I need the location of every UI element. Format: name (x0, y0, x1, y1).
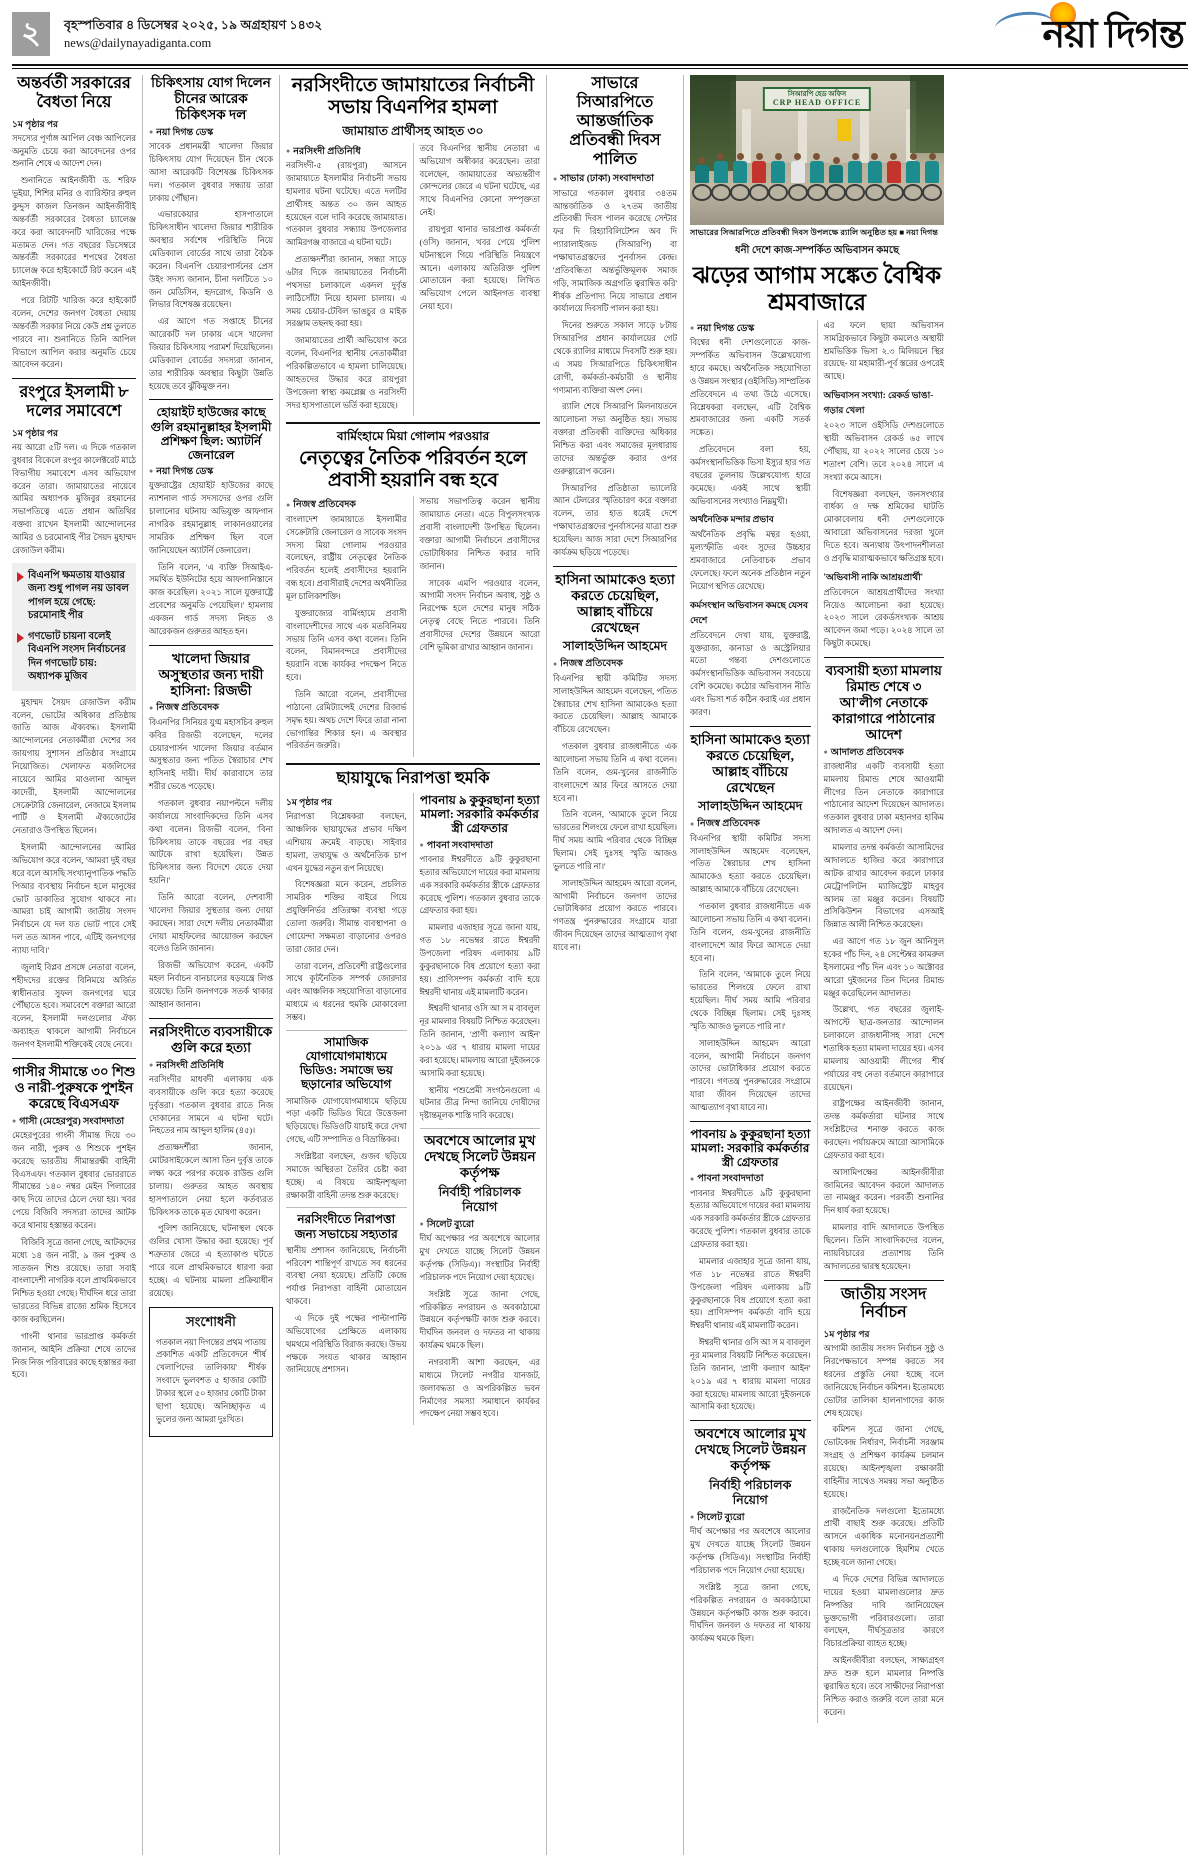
paragraph: তিনি আরো বলেন, দেশবাসী খালেদা জিয়ার সুস্থতার জন্য দোয়া করছেন। সারা দেশে দলীয় নেতাকর্মীরা দোয়া মাহফিলের আয়োজন করছেন বলেও তিনি জানান। (149, 893, 273, 954)
headline-sylhet-authority[interactable]: অবশেষে আলোর মুখ দেখছে সিলেট উন্নয়ন কর্তৃপক্ষ (423, 1133, 536, 1180)
triangle-bullet-icon (17, 633, 24, 643)
headline-narsingdi-attack[interactable]: নরসিংদীতে জামায়াতের নির্বাচনী সভায় বিএনপির হামলা (291, 75, 535, 119)
subhead: কর্মসংস্থান অভিবাসন কমছে যেসব দেশে (690, 599, 808, 625)
byline: ● নিজস্ব প্রতিবেদক (690, 818, 811, 830)
headline-global-labour-market[interactable]: ঝড়ের আগাম সঙ্কেত বৈশ্বিক শ্রমবাজারে (692, 262, 942, 315)
paragraph: সিআরপির প্রতিষ্ঠাতা ভ্যালেরি অ্যান টেলরের স্মৃতিচারণ করে বক্তারা বলেন, তার হাত ধরেই দেশে পক্ষাঘাতগ্রস্তদের পুনর্বাসনের যাত্রা শুরু হয়েছিল। আজ সারা দেশে সিআরপির কার্যক্রম ছড়িয়ে পড়েছে। (553, 483, 677, 557)
bullet-text: বিএনপি ক্ষমতায় যাওয়ার জন্য শুধু পাগল নয় ডাবল পাগল হয়ে গেছে: চরমোনাই পীর (28, 569, 129, 622)
subhead: অর্থনৈতিক মন্দার প্রভাব (690, 514, 774, 525)
continuation-note: ১ম পৃষ্ঠার পর (12, 427, 58, 438)
photo-signboard (763, 87, 871, 111)
paragraph: সংশ্লিষ্টরা বলছেন, গুজব ছড়িয়ে সমাজে অস্থিরতা তৈরির চেষ্টা করা হচ্ছে। এ বিষয়ে আইনশৃঙ্খলা রক্ষাকারী বাহিনী তদন্ত শুরু করেছে। (286, 1151, 407, 1200)
paragraph: যুক্তরাজ্যের বার্মিংহামে প্রবাসী বাংলাদেশীদের সাথে এক মতবিনিময় সভায় তিনি এসব কথা বলেন। তিনি বলেন, বিমানবন্দরে প্রবাসীদের হয়রানি বন্ধে কার্যকর পদক্ষেপ নিতে হবে। (286, 608, 407, 683)
headline-narsingdi-murder[interactable]: নরসিংদীতে ব্যবসায়ীকে গুলি করে হত্যা (149, 1023, 273, 1055)
paragraph: সদস্যের পূর্ণাঙ্গ আপিল বেঞ্চ আপিলের অনুমতি চেয়ে করা আবেদনের ওপর শুনানি শেষে এ আদেশ দেন। (12, 133, 136, 169)
subheadline-injured: জামায়াত প্রার্থীসহ আহত ৩০ (342, 123, 484, 138)
bullet-item (17, 630, 131, 684)
paragraph: বিশ্বের ধনী দেশগুলোতে কাজ-সম্পর্কিত অভিবাসন উল্লেখযোগ্য হারে কমছে। অর্থনৈতিক সহযোগিতা ও উন্নয়ন সংস্থার (ওইসিডি) সাম্প্রতিক প্রতিবেদনে এ তথ্য উঠে এসেছে। বিশ্লেষকরা বলছেন, এটি বৈশ্বিক শ্রমবাজারের জন্য একটি সতর্ক সঙ্কেত। (690, 338, 811, 438)
photo-person (809, 153, 824, 201)
paragraph: সাবেক এমপি পরওয়ার বলেন, আগামী সংসদ নির্বাচন অবাধ, সুষ্ঠু ও নিরপেক্ষ হলে দেশের মানুষ সঠিক নেতৃত্ব বেছে নিতে পারবে। তিনি প্রবাসীদের দেশের উন্নয়নে আরো বেশি ভূমিকা রাখার আহ্বান জানান। (419, 578, 540, 652)
headline-hasina-kill-attempt[interactable]: হাসিনা আমাকেও হত্যা করতে চেয়েছিল, আল্লাহ বাঁচিয়ে রেখেছেন (555, 571, 675, 635)
paragraph: নয় আরো ৫টি দল। এ দিকে গতকাল বুধবার বিকেলে রংপুর কালেক্টরেট মাঠে বিভাগীয় সমাবেশে এসব অভিযোগ করেন তারা। জামায়াতের নায়েবে আমির অধ্যাপক মুজিবুর রহমানের সভাপতিত্বে এতে প্রধান অতিথির বক্তব্য রাখেন ইসলামী আন্দোলনের আমির ও চরমোনাই পীর সৈয়দ মুহাম্মদ রেজাউল করীম। (12, 442, 136, 555)
paragraph: তারা বলেন, প্রতিবেশী রাষ্ট্রগুলোর সাথে কূটনৈতিক সম্পর্ক জোরদার এবং আঞ্চলিক সহযোগিতা বাড়ানোর মাধ্যমে এ ধরনের হুমকি মোকাবেলা সম্ভব। (286, 961, 407, 1023)
byline: ● নিজস্ব প্রতিবেদক (149, 702, 273, 714)
paragraph: রাজধানীর একটি ব্যবসায়ী হত্যা মামলায় রিমান্ড শেষে আওয়ামী লীগের তিন নেতাকে কারাগারে পাঠানোর আদেশ দিয়েছেন আদালত। গতকাল বুধবার ঢাকা মহানগর হাকিম আদালত এ আদেশ দেন। (823, 761, 944, 836)
kicker-rich-countries: ধনী দেশে কাজ-সম্পর্কিত অভিবাসন কমছে (734, 244, 900, 256)
correction-box (149, 1307, 273, 1437)
paragraph: পুলিশ জানিয়েছে, ঘটনাস্থল থেকে গুলির খোসা উদ্ধার করা হয়েছে। পূর্ব শত্রুতার জেরে এ হত্যাকাণ্ড ঘটতে পারে বলে প্রাথমিকভাবে ধারণা করা হচ্ছে। এ ঘটনায় মামলা প্রক্রিয়াধীন রয়েছে। (149, 1224, 273, 1298)
paragraph: প্রত্যক্ষদর্শীরা জানান, সন্ধ্যা সাড়ে ৬টার দিকে জামায়াতের নির্বাচনী পথসভা চলাকালে একদল দুর্বৃত্ত লাঠিসোঁটা নিয়ে হামলা চালায়। এ সময় চেয়ার-টেবিল ভাঙচুর ও মাইক সরঞ্জাম তছনছ করা হয়। (286, 255, 407, 329)
paragraph: গতকাল বুধবার রাজধানীতে এক আলোচনা সভায় তিনি এ কথা বলেন। তিনি বলেন, গুম-খুনের রাজনীতি বাংলাদেশে আর ফিরে আসতে দেয়া হবে না। (553, 742, 677, 803)
photo-person (886, 153, 901, 201)
byline: ● নিজস্ব প্রতিবেদক (286, 499, 407, 511)
signboard-english-text: CRP HEAD OFFICE (772, 97, 862, 107)
headline-expat-harassment[interactable]: নেতৃত্বের নৈতিক পরিবর্তন হলে প্রবাসী হয়রানি বন্ধ হবে (299, 447, 527, 492)
photo-person (733, 153, 748, 201)
divider (690, 1121, 811, 1122)
paragraph: সাভারে গতকাল বুধবার ৩৪তম আন্তর্জাতিক ও ২৭তম জাতীয় প্রতিবন্ধী দিবস পালন করেছে সেন্টার ফর দি রিহ্যাবিলিটেশন অব দি প্যারালাইজড (সিআরপি) বা পক্ষাঘাতগ্রস্তদের পুনর্বাসন কেন্দ্র। 'প্রতিবন্ধিতা অন্তর্ভুক্তিমূলক সমাজ গড়ি, সামাজিক অগ্রগতি ত্বরান্বিত করি' শীর্ষক প্রতিপাদ্য নিয়ে সাভারে প্রধান কার্যালয়ে দিবসটি পালন করা হয়। (553, 188, 677, 314)
paragraph: সালাহউদ্দিন আহমেদ আরো বলেন, আগামী নির্বাচনে জনগণ তাদের ভোটাধিকার প্রয়োগ করতে পারবে। গণতন্ত্র পুনরুদ্ধারের সংগ্রামে যারা জীবন দিয়েছেন তাদের আত্মত্যাগ বৃথা যাবে না। (690, 1038, 811, 1112)
subheadline-sylhet: নির্বাহী পরিচালক নিয়োগ (438, 1184, 521, 1214)
headline-rangpur-rally[interactable]: রংপুরে ইসলামী ৮ দলের সমাবেশে (19, 384, 129, 421)
divider (149, 645, 273, 646)
divider (824, 1280, 945, 1281)
paragraph: পাবনার ঈশ্বরদীতে ৯টি কুকুরছানা হত্যার অভিযোগে দায়ের করা মামলায় এক সরকারি কর্মকর্তার স্ত্রীকে গ্রেফতার করেছে পুলিশ। গতকাল বুধবার তাকে গ্রেফতার করা হয়। (419, 854, 540, 916)
photo-person (829, 157, 844, 201)
pullquote-box (12, 563, 136, 691)
paragraph: জামায়াতের প্রার্থী অভিযোগ করে বলেন, বিএনপির স্থানীয় নেতাকর্মীরা পরিকল্পিতভাবে এ হামলা চালিয়েছে। আহতদের উদ্ধার করে রায়পুরা উপজেলা স্বাস্থ্য কমপ্লেক্স ও নরসিংদী সদর হাসপাতালে ভর্তি করা হয়েছে। (286, 336, 407, 410)
paragraph: বিএনপির সিনিয়র যুগ্ম মহাসচিব রুহুল কবির রিজভী বলেছেন, দলের চেয়ারপার্সন খালেদা জিয়ার বর্তমান অসুস্থতার জন্য পতিত স্বৈরাচার শেখ হাসিনাই দায়ী। দীর্ঘ কারাবাসে তার শরীর ভেঙে পড়েছে। (149, 717, 273, 792)
paragraph: আগামী জাতীয় সংসদ নির্বাচন সুষ্ঠু ও নিরপেক্ষভাবে সম্পন্ন করতে সব ধরনের প্রস্তুতি নেয়া হচ্ছে বলে জানিয়েছে নির্বাচন কমিশন। ইতোমধ্যে ভোটার তালিকা হালনাগাদের কাজ শেষ হয়েছে। (823, 1344, 944, 1418)
paragraph: সালাহউদ্দিন আহমেদ আরো বলেন, আগামী নির্বাচনে জনগণ তাদের ভোটাধিকার প্রয়োগ করতে পারবে। গণতন্ত্র পুনরুদ্ধারের সংগ্রামে যারা জীবন দিয়েছেন তাদের আত্মত্যাগ বৃথা যাবে না। (553, 878, 677, 952)
headline-pabna-dogs[interactable]: পাবনায় ৯ কুকুরছানা হত্যা মামলা: সরকারি কর্মকর্তার স্ত্রী গ্রেফতার (419, 793, 540, 836)
divider (149, 1018, 273, 1019)
masthead (12, 0, 1188, 62)
paragraph: রাজনৈতিক দলগুলো ইতোমধ্যে প্রার্থী বাছাই শুরু করেছে। প্রতিটি আসনে একাধিক মনোনয়নপ্রত্যাশী থাকায় দলগুলোকে হিমশিম খেতে হচ্ছে বলে জানা গেছে। (823, 1506, 944, 1568)
subheadline-salahuddin: সালাহউদ্দিন আহমেদ (562, 639, 668, 654)
divider (286, 1207, 407, 1208)
paragraph: রিজভী অভিযোগ করেন, একটি মহল নির্বাচন বানচালের ষড়যন্ত্রে লিপ্ত রয়েছে। তিনি জনগণকে সতর্ক থাকার আহ্বান জানান। (149, 961, 273, 1009)
byline: ● গাসী (মেহেরপুর) সংবাদদাতা (12, 1116, 136, 1128)
paragraph: উল্লেখ্য, গত বছরের জুলাই-আগস্টে ছাত্র-জনতার আন্দোলন চলাকালে রাজধানীসহ সারা দেশে শতাধিক হত্যা মামলা দায়ের হয়। এসব মামলায় আওয়ামী লীগের শীর্ষ পর্যায়ের বহু নেতা বর্তমানে কারাগারে রয়েছেন। (823, 1005, 944, 1092)
headline-chinese-doctors[interactable]: চিকিৎসায় যোগ দিলেন চীনের আরেক চিকিৎসক দল (151, 75, 271, 122)
paragraph: এর আগে গত সপ্তাহে চীনের আরেকটি দল ঢাকায় এসে খালেদা জিয়ার চিকিৎসায় পরামর্শ দিয়েছিলেন। মেডিক্যাল বোর্ডের সদস্যরা জানান, তার শারীরিক অবস্থার কিছুটা উন্নতি হয়েছে তবে ঝুঁকিমুক্ত নন। (149, 317, 273, 391)
byline: ● আদালত প্রতিবেদক (824, 747, 945, 759)
paragraph: শুনানিতে আইনজীবী ড. শরিফ ভূইয়া, শিশির মনির ও ব্যারিস্টার রুহুল কুদ্দুস কাজল তিনজন আইনজীবীই অন্তর্বর্তী সরকারের বৈধতা চ্যালেঞ্জ করে করা আবেদনটি খারিজের পক্ষে মতামত দেন। গত বছরের ডিসেম্বরে অন্তর্বর্তী সরকারের শপথের বৈধতা চ্যালেঞ্জ করে হাইকোর্টে রিট করেন এই আইনজীবী। (12, 176, 136, 289)
paragraph: পরে রিটটি খারিজ করে হাইকোর্ট বলেন, দেশের জনগণ বৈধতা দেয়ায় অন্তর্বর্তী সরকার নিয়ে কেউ প্রশ্ন তুলতে পারবে না। শুনানিতে তিনি আপিল বিভাগে আপিল করার অনুমতি চেয়ে আবেদন করেন। (12, 296, 136, 370)
column-divider (413, 143, 414, 417)
page-number: ২ (12, 12, 50, 56)
photo-person (771, 153, 786, 201)
paragraph: তিনি বলেন, 'আমাকে তুলে নিয়ে ভারতের শিলংয়ে ফেলে রাখা হয়েছিল। দীর্ঘ সময় আমি পরিবার থেকে বিচ্ছিন্ন ছিলাম। সেই দুঃসহ স্মৃতি আজও ভুলতে পারি না।' (553, 810, 677, 871)
byline: ● নয়া দিগন্ত ডেস্ক (149, 127, 273, 139)
photo-person (925, 153, 940, 201)
subheadline-sylhet-2: নির্বাহী পরিচালক নিয়োগ (709, 1478, 792, 1507)
paragraph: বিএনপির স্থায়ী কমিটির সদস্য সালাহউদ্দিন আহমেদ বলেছেন, পতিত স্বৈরাচার শেখ হাসিনা আমাকেও হত্যা করতে চেয়েছিল। আল্লাহ আমাকে বাঁচিয়ে রেখেছেন। (553, 673, 677, 735)
photo-crp-rally (690, 75, 944, 225)
photo-credit: নয়া দিগন্ত (906, 228, 939, 237)
logo-text: নয়া দিগন্ত (1042, 14, 1184, 56)
paragraph: কমিশন সূত্রে জানা গেছে, ভোটকেন্দ্র নির্ধারণ, নির্বাচনী সরঞ্জাম সংগ্রহ ও প্রশিক্ষণ কার্যক্রম চলমান রয়েছে। আইনশৃঙ্খলা রক্ষাকারী বাহিনীর সাথেও সমন্বয় সভা অনুষ্ঠিত হয়েছে। (823, 1425, 944, 1499)
paragraph: ঈশ্বরদী থানার ওসি আ স ম বাবলুল নূর মামলার বিষয়টি নিশ্চিত করেছেন। তিনি জানান, 'প্রাণী কল্যাণ আইন' ২০১৯ এর ৭ ধারায় মামলা দায়ের করা হয়েছে। মামলায় আরো দুইজনকে আসামি করা হয়েছে। (690, 1338, 811, 1412)
continuation-note: ১ম পৃষ্ঠার পর (12, 118, 58, 129)
kicker-birmingham: বার্মিংহামে মিয়া গোলাম পরওয়ার (336, 429, 490, 444)
subhead: 'অভিবাসী নাকি আশ্রয়প্রার্থী' (823, 571, 924, 582)
headline-awami-leaders-jail[interactable]: ব্যবসায়ী হত্যা মামলায় রিমান্ড শেষে ৩ আ'লীগ নেতাকে কারাগারে পাঠানোর আদেশ (825, 662, 942, 742)
paragraph: প্রত্যক্ষদর্শীরা জানান, মোটরসাইকেলে আসা তিন দুর্বৃত্ত তাকে লক্ষ্য করে পরপর কয়েক রাউন্ড গুলি চালায়। গুরুতর আহত অবস্থায় হাসপাতালে নেয়া হলে কর্তব্যরত চিকিৎসক তাকে মৃত ঘোষণা করেন। (149, 1143, 273, 1217)
paragraph: প্রতিবেদনে বলা হয়, কর্মসংস্থানভিত্তিক ভিসা ইস্যুর হার গত বছরের তুলনায় উল্লেখযোগ্য হারে কমেছে। একই সাথে স্থায়ী অভিবাসনের সংখ্যাও নিম্নমুখী। (690, 445, 811, 506)
byline: ● নয়া দিগন্ত ডেস্ক (690, 323, 811, 335)
paragraph: পাবনার ঈশ্বরদীতে ৯টি কুকুরছানা হত্যার অভিযোগে দায়ের করা মামলায় এক সরকারি কর্মকর্তার স্ত্রীকে গ্রেফতার করেছে পুলিশ। গতকাল বুধবার তাকে গ্রেফতার করা হয়। (690, 1188, 811, 1250)
paragraph: রায়পুরা থানার ভারপ্রাপ্ত কর্মকর্তা (ওসি) জানান, খবর পেয়ে পুলিশ ঘটনাস্থলে গিয়ে পরিস্থিতি নিয়ন্ত্রণে আনে। এলাকায় অতিরিক্ত পুলিশ মোতায়েন করা হয়েছে। লিখিত অভিযোগ পেলে আইনগত ব্যবস্থা নেয়া হবে। (419, 224, 540, 312)
photo-caption (690, 228, 944, 239)
divider (12, 1058, 136, 1059)
column-divider (546, 75, 547, 1855)
column-divider (413, 496, 414, 757)
masthead-rule-secondary (12, 68, 1188, 69)
photo-person (694, 157, 709, 201)
paragraph: তিনি বলেন, 'আমাকে তুলে নিয়ে ভারতের শিলংয়ে ফেলে রাখা হয়েছিল। দীর্ঘ সময় আমি পরিবার থেকে বিচ্ছিন্ন ছিলাম। সেই দুঃসহ স্মৃতি আজও ভুলতে পারি না।' (690, 970, 811, 1031)
byline: ● সাভার (ঢাকা) সংবাদদাতা (553, 173, 677, 185)
photo-person (790, 153, 805, 201)
paragraph: নগরবাসী আশা করছেন, এর মাধ্যমে সিলেট নগরীর যানজট, জলাবদ্ধতা ও অপরিকল্পিত ভবন নির্মাণের সমস্যা সমাধানে কার্যকর পদক্ষেপ নেয়া সম্ভব হবে। (419, 1357, 540, 1419)
byline: ● নয়া দিগন্ত ডেস্ক (149, 466, 273, 478)
photo-person (713, 153, 728, 201)
headline-interim-govt[interactable]: অন্তর্বর্তী সরকারের বৈধতা নিয়ে (17, 75, 131, 111)
paragraph: দীর্ঘ অপেক্ষার পর অবশেষে আলোর মুখ দেখতে যাচ্ছে সিলেট উন্নয়ন কর্তৃপক্ষ (সিডিএ)। সংস্থাটির নির্বাহী পরিচালক পদে নিয়োগ দেয়া হয়েছে। (690, 1527, 811, 1575)
byline: ● সিলেট ব্যুরো (690, 1512, 811, 1524)
photo-person (752, 153, 767, 201)
masthead-email: news@dailynayadiganta.com (64, 36, 212, 50)
photo-person (867, 153, 882, 201)
paragraph: ইসলামী আন্দোলনের আমির অভিযোগ করে বলেন, 'আমরা দুই বছর ধরে বলে আসছি সংখ্যানুপাতিক পদ্ধতি পিআর ব্যবস্থায় নির্বাচন হলে মানুষের ভোট ডাকাতির সুযোগ থাকবে না। আমরা চাই আগামী জাতীয় সংসদ নির্বাচনে যে দল যত ভোট পাবে সেই দল তত আসন পাবে, এটিই জনগণের ন্যায্য দাবি।' (12, 843, 136, 956)
paragraph: আইনজীবীরা বলছেন, সাক্ষ্যগ্রহণ দ্রুত শুরু হলে মামলার নিষ্পত্তি ত্বরান্বিত হবে। তবে সাক্ষীদের নিরাপত্তা নিশ্চিত করাও জরুরি বলে তারা মনে করেন। (823, 1656, 944, 1717)
divider (12, 378, 136, 379)
headline-social-video[interactable]: সামাজিক যোগাযোগমাধ্যমে ভিডিও: সমাজে ভয় ছড়ানোর অভিযোগ (299, 1034, 393, 1092)
paragraph: সামাজিক যোগাযোগমাধ্যমে ছড়িয়ে পড়া একটি ভিডিও ঘিরে উত্তেজনা ছড়িয়েছে। ভিডিওটি যাচাই করে দেখা গেছে, এটি সম্পাদিত ও বিভ্রান্তিকর। (286, 1096, 407, 1145)
headline-white-house-shooting[interactable]: হোয়াইট হাউজের কাছে গুলি রহমানুল্লাহর ইসলামী প্রশিক্ষণ ছিল: অ্যাটর্নি জেনারেল (150, 405, 272, 462)
byline: ● পাবনা সংবাদদাতা (420, 840, 541, 852)
headline-sylhet-authority-2[interactable]: অবশেষে আলোর মুখ দেখছে সিলেট উন্নয়ন কর্তৃপক্ষ (694, 1426, 807, 1474)
headline-crp-disability-day[interactable]: সাভারে সিআরপিতে আন্তর্জাতিক প্রতিবন্ধী দিবস পালিত (569, 75, 661, 168)
continuation-note: ১ম পৃষ্ঠার পর (823, 1329, 870, 1340)
divider (286, 763, 540, 765)
paragraph: এভারকেয়ার হাসপাতালে চিকিৎসাধীন খালেদা জিয়ার শারীরিক অবস্থার সর্বশেষ পরিস্থিতি নিয়ে মেডিক্যাল বোর্ডের সাথে তারা বৈঠক করেন। বিএনপি চেয়ারপার্সনের প্রেস উইং সদস্য জানান, চীনা দলটিতে ১০ জন মেডিসিন, হৃদরোগ, কিডনি ও লিভার বিশেষজ্ঞ রয়েছেন। (149, 210, 273, 310)
triangle-bullet-icon (17, 572, 24, 582)
paragraph: বিজিবি সূত্রে জানা গেছে, আটকদের মধ্যে ১৪ জন নারী, ৯ জন পুরুষ ও সাতজন শিশু রয়েছে। তারা সবাই বাংলাদেশী নাগরিক বলে প্রাথমিকভাবে নিশ্চিত হওয়া গেছে। দীর্ঘদিন ধরে তারা ভারতের বিভিন্ন রাজ্যে শ্রমিক হিসেবে কাজ করছিলেন। (12, 1237, 136, 1325)
headline-pabna-dogs-2[interactable]: পাবনায় ৯ কুকুরছানা হত্যা মামলা: সরকারি কর্মকর্তার স্ত্রী গ্রেফতার (690, 1126, 811, 1170)
divider (420, 1128, 541, 1129)
column-divider (279, 75, 280, 1855)
signboard-bengali-text: সিআরপি হেড অফিস (787, 90, 847, 98)
paragraph: মেহেরপুরের গাংনী সীমান্ত দিয়ে ৩০ জন নারী, পুরুষ ও শিশুকে পুশইন করেছে ভারতীয় সীমান্তরক্ষী বাহিনী বিএসএফ। গতকাল বুধবার ভোররাতে সীমান্তের ১৪০ নম্বর মেইন পিলারের কাছ দিয়ে তাদের ঠেলে দেয়া হয়। খবর পেয়ে বিজিবি সদস্যরা তাদের আটক করে থানায় হস্তান্তর করেন। (12, 1131, 136, 1231)
paragraph: এর ফলে ছায়া অভিবাসন সামগ্রিকভাবে কিছুটা কমলেও অস্থায়ী শ্রমভিত্তিক ভিসা ২.৩ মিলিয়নে স্থির রয়েছে- যা মহামারী-পূর্ব স্তরের ওপরেই আছে। (823, 320, 944, 382)
paragraph: স্থানীয় প্রশাসন জানিয়েছে, নির্বাচনী পরিবেশ শান্তিপূর্ণ রাখতে সব ধরনের ব্যবস্থা নেয়া হয়েছে। প্রতিটি কেন্দ্রে পর্যাপ্ত নিরাপত্তা বাহিনী মোতায়েন থাকবে। (286, 1245, 407, 1307)
paragraph: দীর্ঘ অপেক্ষার পর অবশেষে আলোর মুখ দেখতে যাচ্ছে সিলেট উন্নয়ন কর্তৃপক্ষ (সিডিএ)। সংস্থাটির নির্বাহী পরিচালক পদে নিয়োগ দেয়া হয়েছে। (419, 1234, 540, 1282)
column-3-4-lead (286, 75, 540, 1855)
caption-separator: ■ (899, 228, 907, 237)
paragraph: অর্থনৈতিক প্রবৃদ্ধি মন্থর হওয়া, মূল্যস্ফীতি এবং সুদের উচ্চহার শ্রমবাজারে নেতিবাচক প্রভাব ফেলেছে। ফলে অনেক প্রতিষ্ঠান নতুন নিয়োগ স্থগিত রেখেছে। (690, 530, 811, 591)
paragraph: মুহাম্মদ সৈয়দ রেজাউল করীম বলেন, ভোটের অধিকার প্রতিষ্ঠায় জাতি আজ ঐক্যবদ্ধ। ইসলামী আন্দোলনের নেতাকর্মীরা দেশের সব জায়গায় সুশাসন প্রতিষ্ঠার সংগ্রামে নিয়োজিত। খেলাফত মজলিসের নায়েবে আমির মাওলানা আব্দুল কাদেরী, ইসলামী আন্দোলনের সেক্রেটারি জেনারেল, নেজামে ইসলাম পার্টি ও ইসলামী ঐক্যজোটের নেতারাও উপস্থিত ছিলেন। (12, 697, 136, 836)
byline: ● পাবনা সংবাদদাতা (690, 1173, 811, 1185)
bullet-item (17, 569, 131, 623)
headline-narsingdi-security[interactable]: নরসিংদীতে নিরাপত্তা জন্য সভাচেয় সহ্যতার (294, 1212, 398, 1241)
paragraph: ২০২৩ সালে ওইসিডি দেশগুলোতে স্থায়ী অভিবাসন রেকর্ড ৬৫ লাখে পৌঁছায়, যা ২০২২ সালের চেয়ে ১০ শতাংশ বেশি। তবে ২০২৪ সালে এ সংখ্যা কমে আসে। (823, 421, 944, 482)
column-divider (142, 75, 143, 1855)
divider (690, 1420, 811, 1421)
headline-border-pushin[interactable]: গাসীর সীমান্তে ৩০ শিশু ও নারী-পুরুষকে পুশইন করেছে বিএসএফ (12, 1063, 136, 1111)
paragraph: তবে বিএনপির স্থানীয় নেতারা এ অভিযোগ অস্বীকার করেছেন। তারা বলেছেন, জামায়াতের অভ্যন্তরীণ কোন্দলের জেরে এ ঘটনা ঘটেছে, এর সাথে বিএনপির কোনো সম্পৃক্ততা নেই। (419, 143, 540, 218)
paragraph: নিরাপত্তা বিশ্লেষকরা বলছেন, আঞ্চলিক ছায়াযুদ্ধের প্রভাব দক্ষিণ এশিয়ায় ক্রমেই বাড়ছে। সাইবার হামলা, তথ্যযুদ্ধ ও অর্থনৈতিক চাপ এখন যুদ্ধের নতুন রূপ নিয়েছে। (286, 812, 407, 873)
divider (690, 726, 811, 727)
column-divider (413, 793, 414, 1425)
masthead-date: বৃহস্পতিবার ৪ ডিসেম্বর ২০২৫, ১৯ অগ্রহায়ণ ১৪৩২ (64, 17, 323, 32)
paragraph: বিএনপির স্থায়ী কমিটির সদস্য সালাহউদ্দিন আহমেদ বলেছেন, পতিত স্বৈরাচার শেখ হাসিনা আমাকেও হত্যা করতে চেয়েছিল। আল্লাহ আমাকে বাঁচিয়ে রেখেছেন। (690, 833, 811, 895)
paragraph: মামলার তদন্ত কর্মকর্তা আসামিদের আদালতে হাজির করে কারাগারে আটক রাখার আবেদন করলে ঢাকার মেট্রোপলিটন ম্যাজিস্ট্রেট মাহবুব আলম তা মঞ্জুর করেন। বিষয়টি প্রসিকিউশন বিভাগের এসআই জিন্নাত আলী নিশ্চিত করেছেন। (823, 843, 944, 930)
byline: ● নরসিংদী প্রতিনিধি (286, 146, 407, 158)
paragraph: রাষ্ট্রপক্ষের আইনজীবী জানান, তদন্ত কর্মকর্তারা ঘটনার সাথে সংশ্লিষ্টদের শনাক্ত করতে কাজ করছেন। পর্যায়ক্রমে আরো আসামিকে গ্রেফতার করা হবে। (823, 1099, 944, 1160)
paragraph: তিনি আরো বলেন, প্রবাসীদের পাঠানো রেমিট্যান্সেই দেশের রিজার্ভ সমৃদ্ধ হয়। অথচ দেশে ফিরে তারা নানা ভোগান্তির শিকার হন। এ অবস্থার পরিবর্তন জরুরি। (286, 689, 407, 751)
correction-title: সংশোধনী (186, 1313, 236, 1329)
masthead-meta (64, 16, 322, 52)
headline-khaleda-illness[interactable]: খালেদা জিয়ার অসুস্থতার জন্য দায়ী হাসিনা: রিজভী (158, 650, 264, 698)
subhead: অভিবাসন সংখ্যা: রেকর্ড ভাঙা-গড়ার খেলা (823, 390, 934, 416)
byline: ● সিলেট ব্যুরো (420, 1219, 541, 1231)
correction-text: গতকাল নয়া দিগন্তের প্রথম পাতায় প্রকাশিত একটি প্রতিবেদনে 'শীর্ষ খেলাপিদের তালিকায়' শীর্ষক সংবাদে ভুলবশত ৫ হাজার কোটি টাকার স্থলে ৫০ হাজার কোটি টাকা ছাপা হয়েছে। অনিচ্ছাকৃত এ ভুলের জন্য আমরা দুঃখিত। (156, 1337, 266, 1424)
paragraph: প্রতিবেদনে আশ্রয়প্রার্থীদের সংখ্যা নিয়েও আলোচনা করা হয়েছে। ২০২৩ সালে রেকর্ডসংখ্যক আশ্রয় আবেদন জমা পড়ে। ২০২৪ সালে তা কিছুটা কমেছে। (823, 587, 944, 649)
byline: ● নিজস্ব প্রতিবেদক (553, 658, 677, 670)
paragraph: এ দিকে দুই পক্ষের পাল্টাপাল্টি অভিযোগের প্রেক্ষিতে এলাকায় থমথমে পরিস্থিতি বিরাজ করছে। উভয় পক্ষকে সংযত থাকার আহ্বান জানিয়েছে প্রশাসন। (286, 1314, 407, 1375)
paragraph: গাংনী থানার ভারপ্রাপ্ত কর্মকর্তা জানান, আইনি প্রক্রিয়া শেষে তাদের নিজ নিজ পরিবারের কাছে হস্তান্তর করা হবে। (12, 1331, 136, 1380)
paragraph: মামলার এজাহার সূত্রে জানা যায়, গত ১৮ নভেম্বর রাতে ঈশ্বরদী উপজেলা পরিষদ এলাকায় ৯টি কুকুরছানাকে বিষ প্রয়োগে হত্যা করা হয়। প্রাণিসম্পদ কর্মকর্তা বাদি হয়ে ঈশ্বরদী থানায় এই মামলাটি করেন। (690, 1256, 811, 1331)
paragraph: মামলার বাদি আদালতে উপস্থিত ছিলেন। তিনি সাংবাদিকদের বলেন, ন্যায়বিচারের প্রত্যাশায় তিনি আদালতের দ্বারস্থ হয়েছেন। (823, 1223, 944, 1271)
photo-person (906, 153, 921, 201)
paragraph: ঈশ্বরদী থানার ওসি আ স ম বাবলুল নূর মামলার বিষয়টি নিশ্চিত করেছেন। তিনি জানান, 'প্রাণী কল্যাণ আইন' ২০১৯ এর ৭ ধারায় মামলা দায়ের করা হয়েছে। মামলায় আরো দুইজনকে আসামি করা হয়েছে। (419, 1004, 540, 1078)
column-divider (683, 75, 684, 1855)
paragraph: আসামিপক্ষের আইনজীবীরা জামিনের আবেদন করলে আদালত তা নামঞ্জুর করেন। পরবর্তী শুনানির দিন ধার্য করা হয়েছে। (823, 1167, 944, 1216)
column-6-7-photo-feature (690, 75, 944, 1855)
masthead-rule (12, 64, 1188, 66)
paragraph: এর আগে গত ১৮ জুন আনিসুল হকের পাঁচ দিন, ২৪ সেপ্টেম্বর কামরুল ইসলামের পাঁচ দিন এবং ১০ অক্টোবর আরো দুইজনের তিন দিনের রিমান্ড মঞ্জুর করেছিলেন আদালত। (823, 937, 944, 998)
paragraph: নরসিংদীর মাধবদী এলাকায় এক ব্যবসায়ীকে গুলি করে হত্যা করেছে দুর্বৃত্তরা। গতকাল বুধবার রাতে নিজ দোকানের সামনে এ ঘটনা ঘটে। নিহতের নাম আব্দুল হালিম (৪৫)। (149, 1074, 273, 1136)
paragraph: সংশ্লিষ্ট সূত্রে জানা গেছে, পরিকল্পিত নগরায়ন ও অবকাঠামো উন্নয়নে কর্তৃপক্ষটি কাজ শুরু করবে। দীর্ঘদিন জনবল ও দফতর না থাকায় কার্যক্রম থমকে ছিল। (690, 1582, 811, 1644)
divider (149, 399, 273, 400)
newspaper-logo[interactable] (1042, 2, 1184, 54)
paragraph: বিশেষজ্ঞরা বলছেন, জনসংখ্যার বার্ধক্য ও দক্ষ শ্রমিকের ঘাটতি মোকাবেলায় ধনী দেশগুলোকে আবারো অভিবাসনের দরজা খুলে দিতে হবে। অন্যথায় উৎপাদনশীলতা ও প্রবৃদ্ধি মারাত্মকভাবে ক্ষতিগ্রস্ত হবে। (823, 489, 944, 563)
column-1 (12, 75, 136, 1855)
bullet-text: গণভোট চায়না বলেই বিএনপি সংসদ নির্বাচনের দিন গণভোট চায়: অধ্যাপক মুজিব (28, 630, 126, 683)
headline-shadow-war[interactable]: ছায়াযুদ্ধে নিরাপত্তা হুমকি (336, 770, 490, 788)
paragraph: নরসিংদী-৫ (রায়পুরা) আসনে জামায়াতে ইসলামীর নির্বাচনী সভায় হামলার ঘটনা ঘটেছে। এতে দলটির প্রার্থীসহ অন্তত ৩০ জন আহত হয়েছেন বলে দাবি করেছে জামায়াত। গতকাল বুধবার সন্ধ্যায় উপজেলার আমিরগঞ্জ বাজারে এ ঘটনা ঘটে। (286, 161, 407, 248)
column-2 (149, 75, 273, 1855)
article-grid (12, 75, 1188, 1855)
paragraph: গতকাল বুধবার নয়াপল্টনে দলীয় কার্যালয়ে সাংবাদিকদের তিনি এসব কথা বলেন। রিজভী বলেন, 'বিনা চিকিৎসায় তাকে বছরের পর বছর আটকে রাখা হয়েছিল। উন্নত চিকিৎসার জন্য বিদেশে যেতে দেয়া হয়নি।' (149, 798, 273, 886)
paragraph: সংশ্লিষ্ট সূত্রে জানা গেছে, পরিকল্পিত নগরায়ন ও অবকাঠামো উন্নয়নে কর্তৃপক্ষটি কাজ শুরু করবে। দীর্ঘদিন জনবল ও দফতর না থাকায় কার্যক্রম থমকে ছিল। (419, 1289, 540, 1351)
divider (286, 422, 540, 424)
paragraph: সভায় সভাপতিত্ব করেন স্থানীয় জামায়াত নেতা। এতে বিপুলসংখ্যক প্রবাসী বাংলাদেশী উপস্থিত ছিলেন। বক্তারা আগামী নির্বাচনে প্রবাসীদের ভোটাধিকার নিশ্চিত করার দাবি জানান। (419, 497, 540, 571)
paragraph: এ দিকে দেশের বিভিন্ন আদালতে দায়ের হওয়া মামলাগুলোর দ্রুত নিষ্পত্তির দাবি জানিয়েছেন ভুক্তভোগী পরিবারগুলো। তারা বলছেন, দীর্ঘসূত্রতার কারণে বিচারপ্রক্রিয়া ব্যাহত হচ্ছে। (823, 1574, 944, 1649)
divider (824, 657, 945, 658)
paragraph: বিশেষজ্ঞরা মনে করেন, প্রচলিত সামরিক শক্তির বাইরে গিয়ে প্রযুক্তিনির্ভর প্রতিরক্ষা ব্যবস্থা গড়ে তোলা জরুরি। সীমান্ত ব্যবস্থাপনা ও গোয়েন্দা সক্ষমতা বাড়ানোর ওপরও তারা জোর দেন। (286, 880, 407, 954)
paragraph: বাংলাদেশ জামায়াতে ইসলামীর সেক্রেটারি জেনারেল ও সাবেক সংসদ সদস্য মিয়া গোলাম পরওয়ার বলেছেন, রাষ্ট্রীয় নেতৃত্বের নৈতিক পরিবর্তন হলেই প্রবাসীদের হয়রানি বন্ধ হবে। প্রবাসীরাই দেশের অর্থনীতির মূল চালিকাশক্তি। (286, 514, 407, 601)
divider (286, 1030, 407, 1031)
paragraph: স্থানীয় পশুপ্রেমী সংগঠনগুলো এ ঘটনার তীব্র নিন্দা জানিয়ে দোষীদের দৃষ্টান্তমূলক শাস্তি দাবি করেছে। (419, 1085, 540, 1121)
column-divider (817, 320, 818, 1723)
column-5 (553, 75, 677, 1855)
paragraph: প্রতিবেদনে দেখা যায়, যুক্তরাষ্ট্র, যুক্তরাজ্য, কানাডা ও অস্ট্রেলিয়ার মতো গন্তব্য দেশগুলোতে কর্মসংস্থানভিত্তিক অভিবাসন সবচেয়ে বেশি কমেছে। কঠোর অভিবাসন নীতি এবং ভিসা শর্ত কঠিন করাই এর প্রধান কারণ। (690, 630, 811, 717)
byline: ● নরসিংদী প্রতিনিধি (149, 1060, 273, 1072)
paragraph: দিনের শুরুতে সকাল সাড়ে ৮টায় সিআরপির প্রধান কার্যালয়ের গেট থেকে র‍্যালির মাধ্যমে দিবসটি শুরু হয়। এ সময় সিআরপিতে চিকিৎসাধীন রোগী, কর্মকর্তা-কর্মচারী ও স্থানীয় গণ্যমান্য ব্যক্তিরা অংশ নেন। (553, 321, 677, 395)
paragraph: র‍্যালি শেষে সিআরপি মিলনায়তনে আলোচনা সভা অনুষ্ঠিত হয়। সভায় বক্তারা প্রতিবন্ধী ব্যক্তিদের অধিকার নিশ্চিত করা এবং সমাজের মূলধারায় তাদের অন্তর্ভুক্ত করার ওপর গুরুত্বারোপ করেন। (553, 402, 677, 476)
paragraph: জুলাই বিপ্লব প্রসঙ্গে নেতারা বলেন, শহীদদের রক্তের বিনিময়ে অর্জিত স্বাধীনতার সুফল জনগণের ঘরে পৌঁছাতে হবে। সমাবেশে বক্তারা আরো বলেন, ইসলামী দলগুলোর ঐক্য অব্যাহত থাকলে আগামী নির্বাচনে জনগণ ইসলামী শক্তিকেই বেছে নেবে। (12, 962, 136, 1050)
continuation-note: ১ম পৃষ্ঠার পর (286, 797, 332, 808)
subheadline-salahuddin-2: সালাহউদ্দিন আহমেদ (698, 799, 803, 814)
paragraph: যুক্তরাষ্ট্রের হোয়াইট হাউজের কাছে ন্যাশনাল গার্ড সদস্যদের ওপর গুলি চালানোর ঘটনায় অভিযুক্ত আফগান নাগরিক রহমানুল্লাহ লাকানওয়ালের সামরিক প্রশিক্ষণ ছিল বলে জানিয়েছেন অ্যাটর্নি জেনারেল। (149, 481, 273, 555)
headline-hasina-kill-attempt-2[interactable]: হাসিনা আমাকেও হত্যা করতে চেয়েছিল, আল্লাহ বাঁচিয়ে রেখেছেন (690, 731, 811, 795)
photo-crowd (692, 137, 942, 201)
paragraph: তিনি বলেন, 'এ ব্যক্তি সিআইএ-সমর্থিত ইউনিটের হয়ে আফগানিস্তানে কাজ করেছিল। ২০২১ সালে যুক্তরাষ্ট্রে প্রবেশের অনুমতি পেয়েছিল।' হামলায় একজন গার্ড সদস্য নিহত ও আরেকজন গুরুতর আহত হন। (149, 562, 273, 636)
headline-national-election[interactable]: জাতীয় সংসদ নির্বাচন (841, 1285, 927, 1322)
paragraph: মামলার এজাহার সূত্রে জানা যায়, গত ১৮ নভেম্বর রাতে ঈশ্বরদী উপজেলা পরিষদ এলাকায় ৯টি কুকুরছানাকে বিষ প্রয়োগে হত্যা করা হয়। প্রাণিসম্পদ কর্মকর্তা বাদি হয়ে ঈশ্বরদী থানায় এই মামলাটি করেন। (419, 923, 540, 997)
paragraph: গতকাল বুধবার রাজধানীতে এক আলোচনা সভায় তিনি এ কথা বলেন। তিনি বলেন, গুম-খুনের রাজনীতি বাংলাদেশে আর ফিরে আসতে দেয়া হবে না। (690, 902, 811, 963)
paragraph: সাবেক প্রধানমন্ত্রী খালেদা জিয়ার চিকিৎসায় যোগ দিয়েছেন চীন থেকে আসা আরেকটি বিশেষজ্ঞ চিকিৎসক দল। গতকাল বুধবার সন্ধ্যায় তারা ঢাকায় পৌঁছান। (149, 142, 273, 203)
divider (553, 566, 677, 567)
photo-person (848, 153, 863, 201)
caption-text: সাভারের সিআরপিতে প্রতিবন্ধী দিবস উপলক্ষে র‍্যালি অনুষ্ঠিত হয় (690, 228, 898, 237)
